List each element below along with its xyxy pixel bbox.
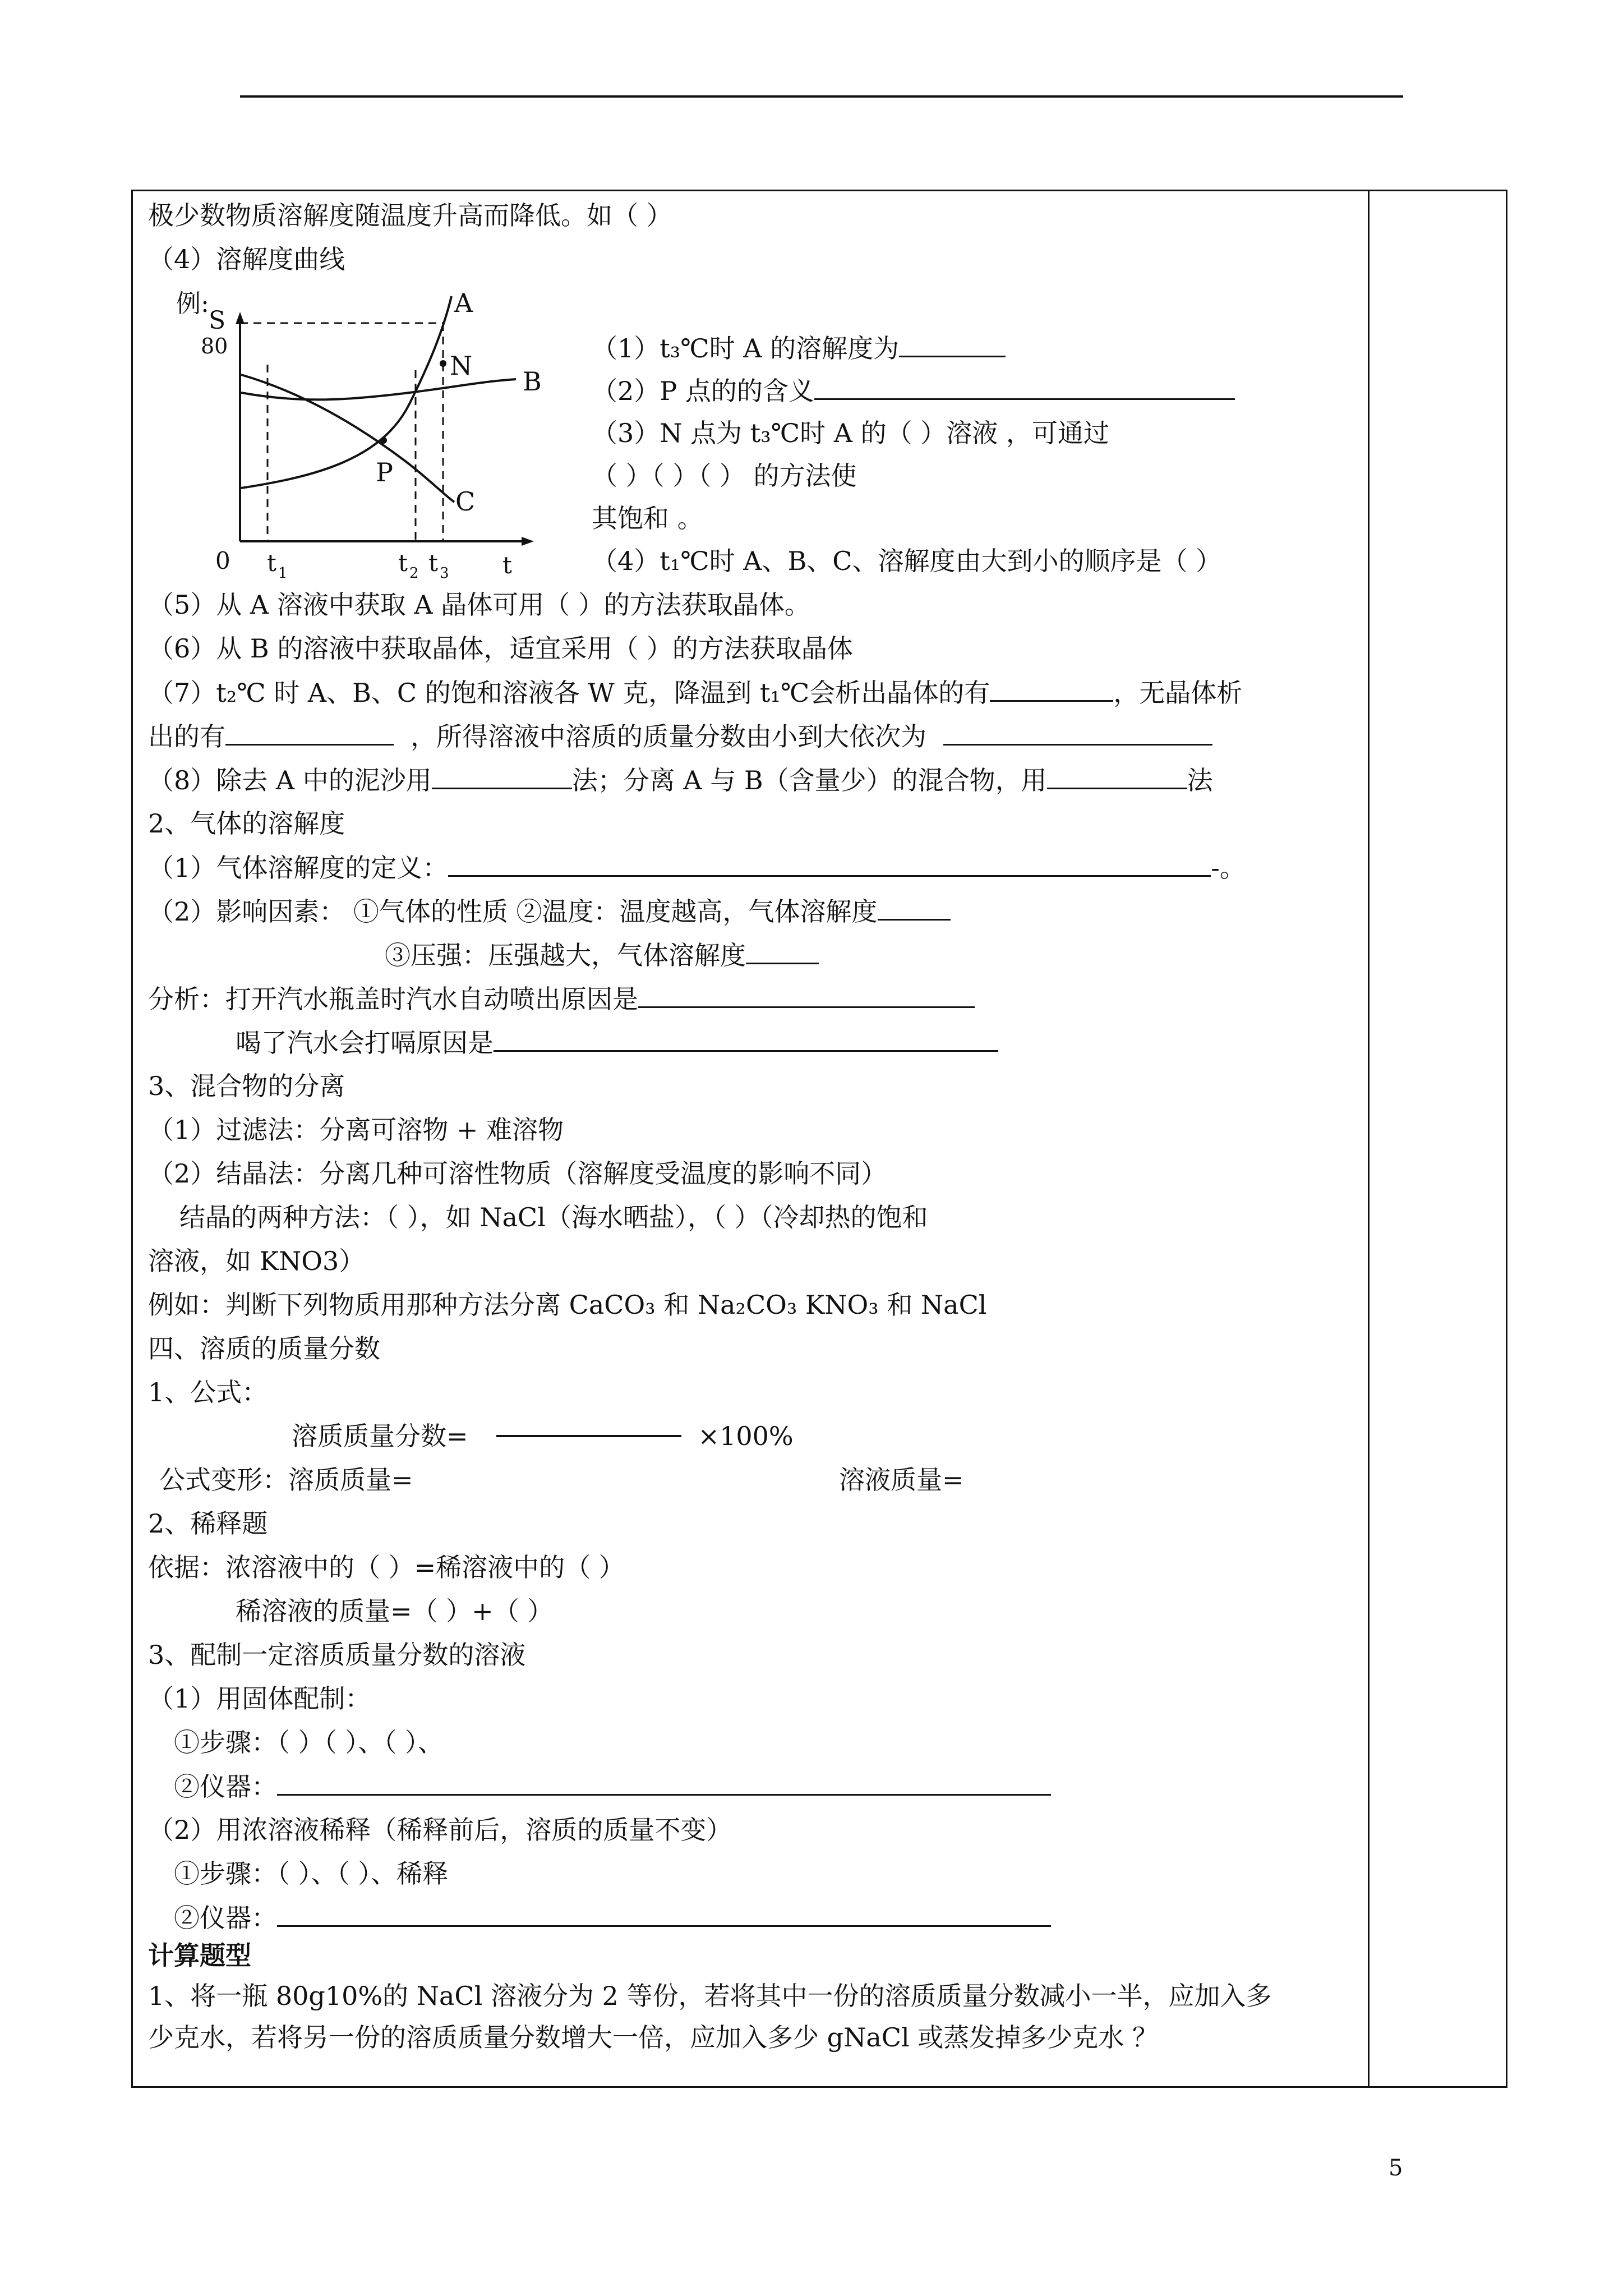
curve-b-label: B bbox=[523, 366, 542, 397]
answer-blank bbox=[638, 982, 975, 1008]
section-mixture-separation: 3、混合物的分离 bbox=[148, 1071, 345, 1101]
answer-blank bbox=[448, 850, 1211, 877]
gas-factors-pressure: ③压强：压强越大，气体溶解度 bbox=[385, 938, 819, 972]
example-label: 例: bbox=[176, 289, 209, 318]
question-7-line1: （7）t₂℃ 时 A、B、C 的饱和溶液各 W 克，降温到 t₁℃会析出晶体的有 ，无晶体析 bbox=[148, 675, 1242, 710]
svg-text:t: t bbox=[267, 549, 276, 577]
answer-blank bbox=[277, 1769, 1051, 1796]
preparation-heading: 3、配制一定溶质质量分数的溶液 bbox=[148, 1640, 526, 1670]
x-axis-arrow-icon bbox=[522, 537, 534, 546]
formula-variant-solute: 公式变形：溶质质量= bbox=[159, 1465, 413, 1495]
crystallization-kno3: 溶液，如 KNO3） bbox=[148, 1246, 365, 1276]
formula-mass-fraction: 溶质质量分数= ×100% bbox=[292, 1421, 794, 1451]
preparation-dilute: （2）用浓溶液稀释（稀释前后，溶质的质量不变） bbox=[148, 1815, 732, 1845]
question-7-line2: 出的有 ，所得溶液中溶质的质量分数由小到大依次为 bbox=[148, 719, 1212, 753]
question-6: （6）从 B 的溶液中获取晶体，适宜采用（ ）的方法获取晶体 bbox=[148, 633, 853, 664]
point-n-label: N bbox=[450, 351, 473, 381]
crystallization-two-methods: 结晶的两种方法：（ ），如 NaCl（海水晒盐），（ ）（冷却热的饱和 bbox=[179, 1202, 928, 1232]
answer-blank bbox=[746, 938, 819, 964]
curve-a-label: A bbox=[454, 288, 473, 318]
answer-blank bbox=[494, 1025, 998, 1052]
answer-blank bbox=[432, 763, 572, 789]
svg-text:t: t bbox=[428, 549, 438, 577]
formula-heading: 1、公式： bbox=[148, 1377, 268, 1407]
answer-blank bbox=[899, 331, 1006, 357]
curve-c-label: C bbox=[455, 486, 476, 517]
y-value-label: 80 bbox=[201, 334, 228, 358]
calculation-question-line1: 1、将一瓶 80g10%的 NaCl 溶液分为 2 等份，若将其中一份的溶质质量分数减小一半，应加入多 bbox=[148, 1981, 1272, 2011]
t2-tick-label bbox=[398, 549, 419, 582]
analysis-soda-bottle: 分析：打开汽水瓶盖时汽水自动喷出原因是 bbox=[148, 982, 975, 1016]
paragraph-decrease-solubility: 极少数物质溶解度随温度升高而降低。如（ ） bbox=[148, 200, 672, 231]
analysis-burp: 喝了汽水会打嗝原因是 bbox=[236, 1025, 998, 1060]
answer-blank bbox=[814, 374, 1235, 400]
section-gas-solubility: 2、气体的溶解度 bbox=[148, 808, 345, 839]
point-p-dot bbox=[380, 437, 387, 444]
gas-definition: （1）气体溶解度的定义： -。 bbox=[148, 850, 1246, 885]
calculation-heading: 计算题型 bbox=[148, 1940, 251, 1971]
crystallization-method: （2）结晶法：分离几种可溶性物质（溶解度受温度的影响不同） bbox=[148, 1158, 887, 1189]
preparation-dilute-instruments: ②仪器： bbox=[174, 1901, 1051, 1935]
dilution-basis: 依据：浓溶液中的（ ）=稀溶液中的（ ） bbox=[148, 1552, 625, 1582]
point-n-dot bbox=[440, 360, 446, 367]
point-p-label: P bbox=[376, 457, 393, 487]
table-column-divider bbox=[1368, 190, 1370, 2088]
preparation-dilute-steps: ①步骤：（ ）、（ ）、稀释 bbox=[174, 1858, 449, 1889]
dilution-heading: 2、稀释题 bbox=[148, 1508, 268, 1539]
gas-factors-temperature: （2）影响因素： ①气体的性质 ②温度：温度越高，气体溶解度 bbox=[148, 894, 951, 928]
answer-blank bbox=[943, 719, 1212, 746]
preparation-solid-steps: ①步骤：（ ）（ ）、（ ）、 bbox=[174, 1727, 444, 1757]
solubility-curve-chart bbox=[157, 280, 594, 595]
answer-blank bbox=[225, 719, 394, 746]
page-number: 5 bbox=[1389, 2155, 1403, 2181]
t1-tick-label bbox=[267, 549, 288, 582]
answer-blank bbox=[990, 675, 1113, 702]
section-mass-fraction: 四、溶质的质量分数 bbox=[148, 1333, 380, 1364]
question-5: （5）从 A 溶液中获取 A 晶体可用（ ）的方法获取晶体。 bbox=[148, 590, 810, 620]
question-t1-order: （4）t₁℃时 A、B、C、溶解度由大到小的顺序是（ ） bbox=[592, 546, 1222, 576]
fraction-bar bbox=[496, 1435, 681, 1437]
header-rule bbox=[240, 95, 1403, 98]
question-point-n-line1: （3）N 点为 t₃℃时 A 的（ ）溶液 ，可通过 bbox=[592, 418, 1109, 448]
formula-variant-solution: 溶液质量= bbox=[839, 1465, 964, 1495]
question-point-n-line3: 其饱和 。 bbox=[592, 503, 703, 533]
separation-example: 例如：判断下列物质用那种方法分离 CaCO₃ 和 Na₂CO₃ KNO₃ 和 NaCl bbox=[148, 1290, 987, 1320]
svg-text:2: 2 bbox=[409, 565, 419, 582]
svg-text:t: t bbox=[398, 549, 408, 577]
question-point-n-line2: （ ）（ ）（ ） 的方法使 bbox=[592, 461, 857, 491]
answer-blank bbox=[878, 894, 951, 921]
x-axis-label: t bbox=[502, 551, 512, 579]
svg-text:1: 1 bbox=[278, 565, 288, 582]
t3-tick-label bbox=[428, 549, 449, 582]
dilution-mass: 稀溶液的质量=（ ）+（ ） bbox=[236, 1596, 554, 1626]
origin-label: 0 bbox=[215, 547, 230, 574]
svg-text:3: 3 bbox=[440, 565, 449, 582]
section-solubility-curve: （4）溶解度曲线 bbox=[148, 244, 345, 274]
calculation-question-line2: 少克水，若将另一份的溶质质量分数增大一倍，应加入多少 gNaCl 或蒸发掉多少克水 ？ bbox=[148, 2022, 1158, 2053]
question-t3-solubility: （1）t₃℃时 A 的溶解度为 bbox=[592, 331, 1006, 365]
question-point-p: （2）P 点的的含义 bbox=[592, 374, 1235, 408]
preparation-solid: （1）用固体配制： bbox=[148, 1683, 371, 1714]
filtration-method: （1）过滤法：分离可溶物 + 难溶物 bbox=[148, 1115, 564, 1145]
y-axis-label: S bbox=[209, 306, 226, 335]
answer-blank bbox=[1047, 763, 1187, 789]
preparation-solid-instruments: ②仪器： bbox=[174, 1769, 1051, 1803]
answer-blank bbox=[277, 1901, 1051, 1927]
question-8: （8）除去 A 中的泥沙用 法；分离 A 与 B（含量少）的混合物，用 法 bbox=[148, 763, 1213, 797]
